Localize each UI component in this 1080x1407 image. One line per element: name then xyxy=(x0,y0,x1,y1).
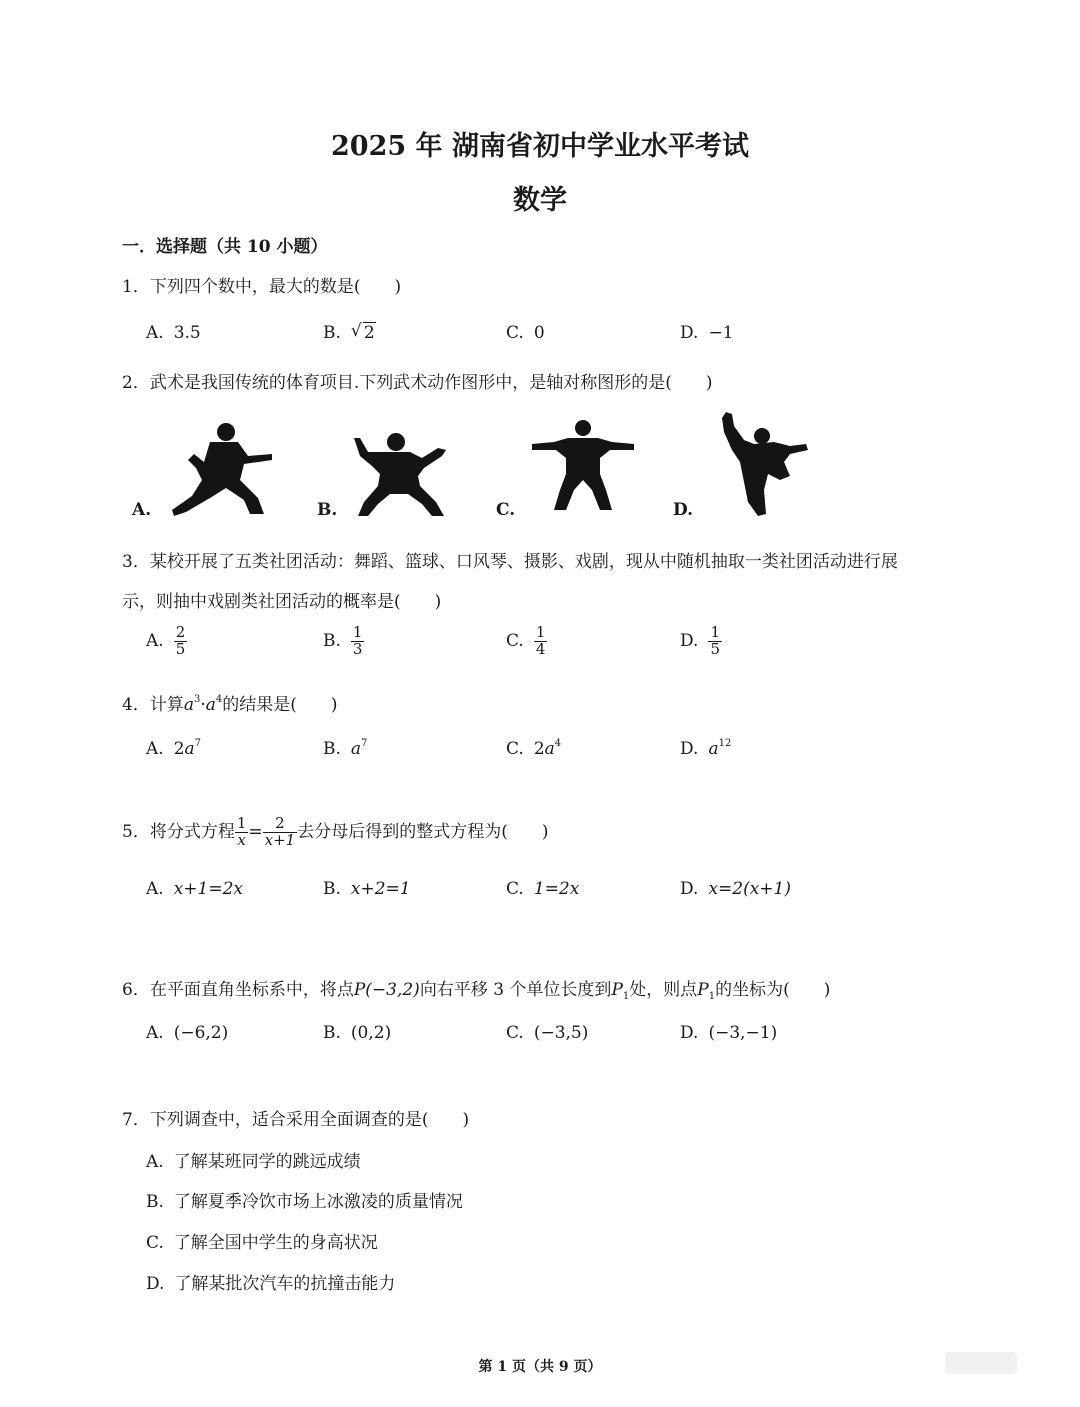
coefficient: 2 xyxy=(533,739,545,759)
exam-title: 2025 年 湖南省初中学业水平考试 xyxy=(331,131,749,162)
math-exponent: 4 xyxy=(215,694,223,705)
option-value: x+2=1 xyxy=(350,879,411,899)
fraction xyxy=(174,625,188,658)
page-footer: 第 1 页（共 9 页） xyxy=(478,1359,602,1375)
math-base: a xyxy=(708,739,719,759)
option-label: A. xyxy=(146,630,164,651)
option-value: (−6,2) xyxy=(173,1023,229,1043)
option-value: (−3,−1) xyxy=(708,1023,778,1043)
stem-suffix: 去分母后得到的整式方程为( ) xyxy=(297,821,549,842)
equals-sign: = xyxy=(248,821,263,842)
q2-option-b-label: B. xyxy=(317,500,338,520)
option-value: 3.5 xyxy=(173,323,201,343)
option-label: D. xyxy=(680,739,699,759)
radicand: 2 xyxy=(363,323,375,343)
stem-suffix: 的结果是( ) xyxy=(222,695,338,715)
option-label: A. xyxy=(146,739,164,759)
q7-option-c xyxy=(146,1228,378,1253)
option-label: D. xyxy=(680,630,699,651)
option-value: (−3,5) xyxy=(533,1023,589,1043)
fraction xyxy=(534,625,548,658)
question-3-stem-line-1: 3．某校开展了五类社团活动：舞蹈、篮球、口风琴、摄影、戏剧，现从中随机抽取一类社团活动进行展 xyxy=(122,552,898,572)
denominator: 5 xyxy=(710,639,720,658)
q6-option-d xyxy=(680,1023,777,1043)
denominator: 4 xyxy=(535,639,546,658)
q5-option-b xyxy=(323,879,411,899)
question-1-stem: 1．下列四个数中，最大的数是( ) xyxy=(122,277,402,297)
option-label: D. xyxy=(680,1023,699,1043)
watermark-logo xyxy=(945,1352,1017,1374)
numerator: 1 xyxy=(236,814,247,832)
option-label: B. xyxy=(323,323,341,343)
q7-option-d xyxy=(146,1269,395,1294)
q6-option-c xyxy=(506,1023,588,1043)
q4-option-b xyxy=(323,739,367,759)
math-base: a xyxy=(184,739,195,759)
martial-pose-c-figure xyxy=(530,418,636,518)
math-exponent: 12 xyxy=(718,738,732,749)
question-4-stem xyxy=(122,690,338,715)
martial-pose-d-figure xyxy=(718,410,810,520)
option-label: A. xyxy=(146,1023,164,1043)
q4-option-a xyxy=(146,739,201,759)
q5-option-d xyxy=(680,879,791,899)
option-label: B. xyxy=(323,1023,341,1043)
option-value: 了解某批次汽车的抗撞击能力 xyxy=(174,1274,396,1294)
math-base: a xyxy=(205,695,216,715)
option-label: C. xyxy=(506,879,524,899)
q5-option-a xyxy=(146,879,243,899)
point-p1-base: P xyxy=(697,980,709,1000)
option-label: C. xyxy=(506,739,524,759)
option-label: B. xyxy=(323,630,341,651)
q6-option-a xyxy=(146,1023,228,1043)
point-p1-subscript: 1 xyxy=(708,991,716,1002)
q1-option-b xyxy=(323,323,376,343)
q4-option-c xyxy=(506,739,561,759)
numerator: 1 xyxy=(535,623,546,641)
option-label: C. xyxy=(506,1023,524,1043)
math-exponent: 3 xyxy=(193,694,201,705)
numerator: 1 xyxy=(710,623,720,641)
numerator: 2 xyxy=(263,816,298,833)
option-label: D. xyxy=(146,1274,165,1294)
option-value: 1=2x xyxy=(533,879,580,899)
option-label: A. xyxy=(146,879,164,899)
option-value: −1 xyxy=(708,323,734,343)
option-label: C. xyxy=(506,323,524,343)
martial-pose-a-figure xyxy=(166,420,276,520)
q2-option-a-label: A. xyxy=(132,500,152,520)
q1-option-a xyxy=(146,323,201,343)
stem-prefix: 4．计算 xyxy=(122,695,184,715)
question-2-stem: 2．武术是我国传统的体育项目.下列武术动作图形中，是轴对称图形的是( ) xyxy=(122,373,713,393)
q3-option-a xyxy=(146,625,187,658)
q3-option-d xyxy=(680,625,722,658)
math-base: a xyxy=(544,739,555,759)
q6-option-b xyxy=(323,1023,391,1043)
square-root: √ 2 xyxy=(350,321,375,343)
point-p1-subscript: 1 xyxy=(622,991,630,1002)
option-label: B. xyxy=(146,1192,164,1212)
math-exponent: 4 xyxy=(554,738,562,749)
martial-pose-b-figure xyxy=(352,428,448,520)
option-label: B. xyxy=(323,739,341,759)
stem-prefix: 5．将分式方程 xyxy=(122,821,235,842)
option-value: 了解全国中学生的身高状况 xyxy=(173,1233,378,1253)
q1-option-d xyxy=(680,323,734,343)
stem-part-3: 处，则点 xyxy=(629,980,698,1000)
numerator: 2 xyxy=(175,623,186,641)
q7-option-a xyxy=(146,1147,361,1172)
option-value: 了解夏季冷饮市场上冰激凌的质量情况 xyxy=(173,1192,463,1212)
option-label: A. xyxy=(146,1152,164,1172)
stem-part-2: 向右平移 3 个单位长度到 xyxy=(419,980,612,1000)
option-value: x=2(x+1) xyxy=(708,879,791,899)
subject-title: 数学 xyxy=(513,185,567,216)
point-p: P(−3,2) xyxy=(353,980,420,1000)
stem-part-4: 的坐标为( ) xyxy=(715,980,831,1000)
q4-option-d xyxy=(680,739,731,759)
option-value: 了解某班同学的跳远成绩 xyxy=(173,1152,361,1172)
fraction xyxy=(351,625,365,658)
denominator: x xyxy=(237,830,246,849)
section-heading: 一．选择题（共 10 小题） xyxy=(122,237,328,257)
math-exponent: 7 xyxy=(194,738,202,749)
denominator: 5 xyxy=(175,639,186,658)
q3-option-c xyxy=(506,625,547,658)
coefficient: 2 xyxy=(173,739,185,759)
denominator: x+1 xyxy=(264,830,296,849)
q2-option-c-label: C. xyxy=(496,500,516,520)
math-base: a xyxy=(350,739,362,759)
q7-option-b xyxy=(146,1187,463,1212)
fraction xyxy=(708,625,722,658)
option-value: (0,2) xyxy=(350,1023,392,1043)
option-value: 0 xyxy=(533,323,545,343)
stem-part-1: 6．在平面直角坐标系中，将点 xyxy=(122,980,354,1000)
question-5-stem xyxy=(122,816,548,849)
q2-option-d-label: D. xyxy=(673,500,694,520)
option-label: C. xyxy=(506,630,524,651)
option-label: C. xyxy=(146,1233,164,1253)
option-value: x+1=2x xyxy=(173,879,243,899)
point-p1-base: P xyxy=(611,980,623,1000)
option-label: A. xyxy=(146,323,164,343)
q1-option-c xyxy=(506,323,545,343)
denominator: 3 xyxy=(352,639,363,658)
fraction-lhs xyxy=(235,816,249,849)
math-dot: · xyxy=(200,695,206,715)
math-exponent: 7 xyxy=(361,738,368,749)
fraction-rhs xyxy=(263,816,298,849)
question-7-stem: 7．下列调查中，适合采用全面调查的是( ) xyxy=(122,1110,470,1130)
question-6-stem xyxy=(122,975,830,1000)
q3-option-b xyxy=(323,625,364,658)
question-3-stem-line-2: 示，则抽中戏剧类社团活动的概率是( ) xyxy=(122,592,442,612)
option-label: D. xyxy=(680,323,699,343)
option-label: D. xyxy=(680,879,699,899)
q5-option-c xyxy=(506,879,579,899)
option-label: B. xyxy=(323,879,341,899)
numerator: 1 xyxy=(352,623,363,641)
math-base: a xyxy=(183,695,194,715)
